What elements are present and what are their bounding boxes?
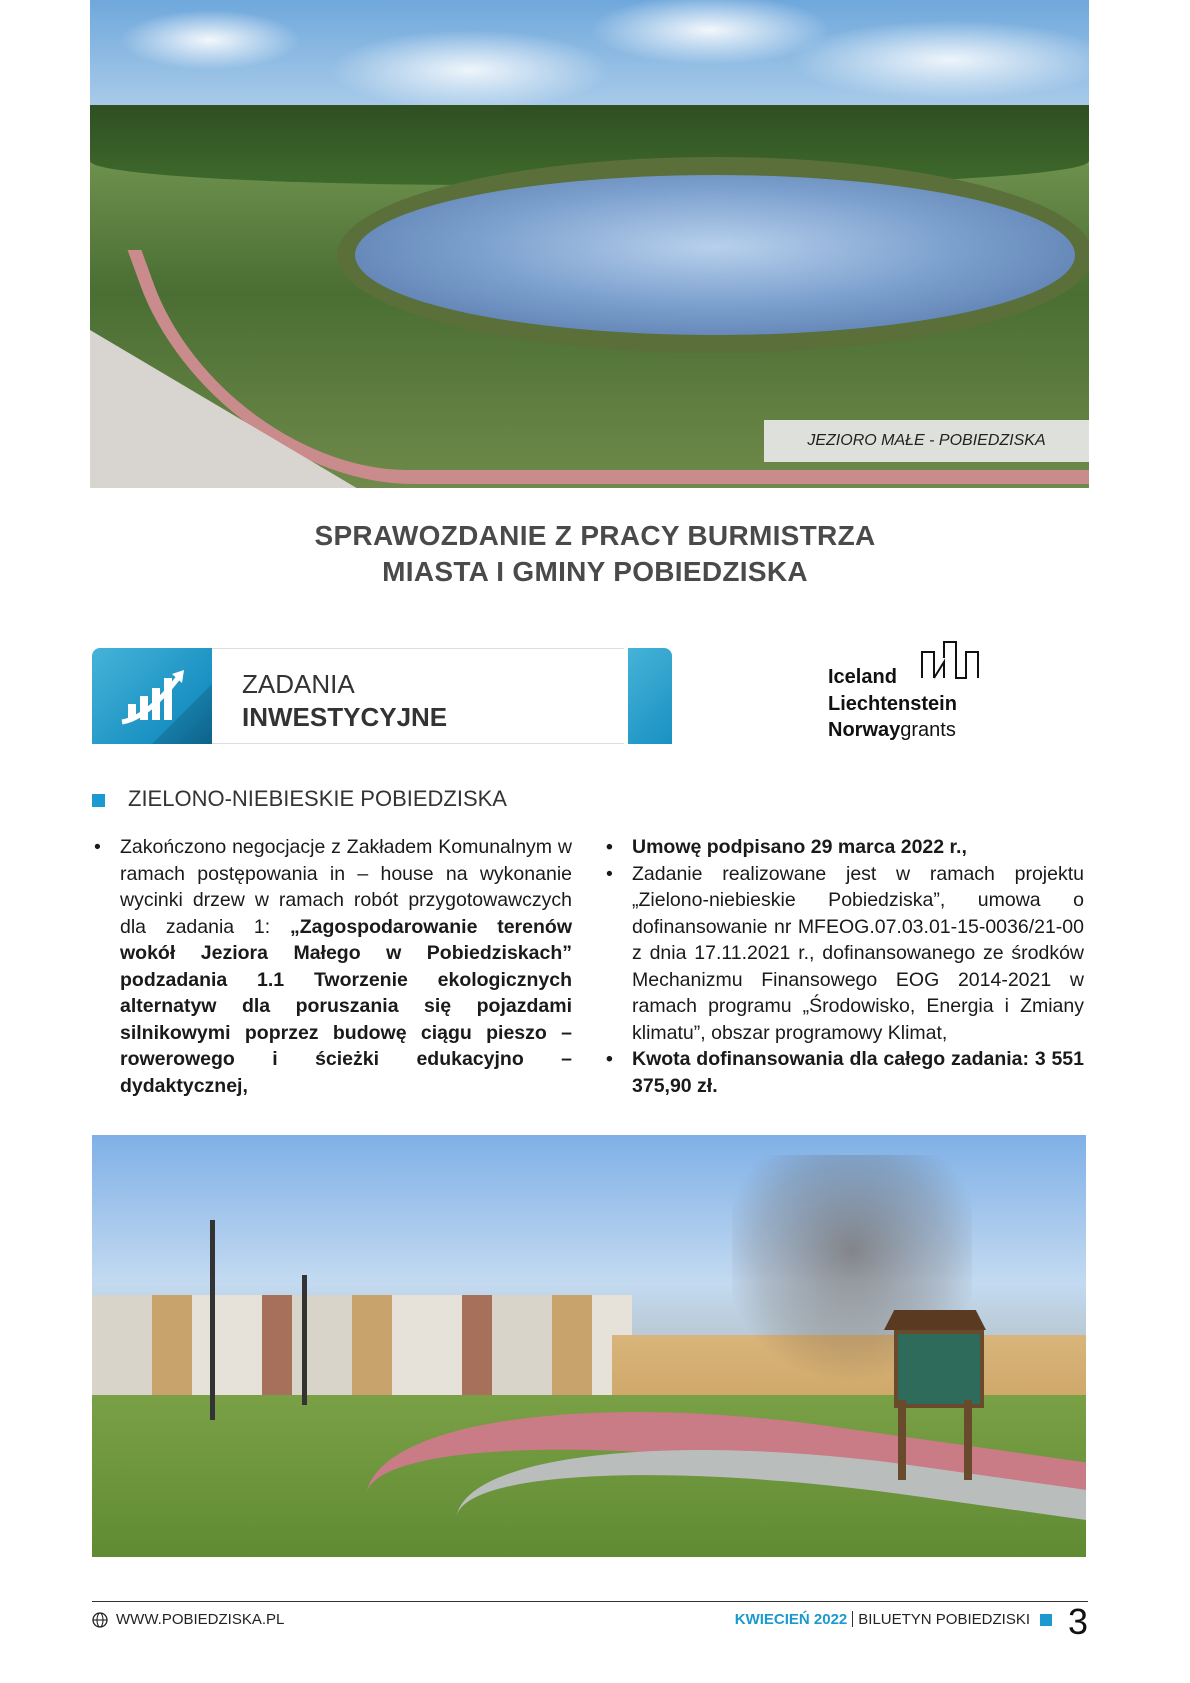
photo-lamp-post: [302, 1275, 307, 1405]
list-item: • Zadanie realizowane jest w ramach projektu „Zielono-niebieskie Pobiedziska”, umowa o dofinansowanie nr MFEOG.07.03.01-15-0036/21-00 z dnia 17.11.2021 r., dofinansowanego ze środków Mechanizmu Finansowego EOG 2014-2021 w ramach programu „Środowisko, Energia i Zmiany klimatu”, obszar programowy Klimat,: [604, 861, 1084, 1047]
page-title-line-2: MIASTA I GMINY POBIEDZISKA: [382, 556, 808, 587]
photo-info-board: [890, 1310, 980, 1480]
banner-line-2: INWESTYCYJNE: [242, 702, 448, 732]
footer-square: [1040, 1614, 1052, 1626]
info-board-post: [898, 1400, 906, 1480]
grants-logo-iceland: Iceland: [828, 666, 897, 688]
banner-text-box: [212, 648, 624, 744]
website-link[interactable]: WWW.POBIEDZISKA.PL: [116, 1611, 285, 1628]
page-footer: [92, 1601, 1088, 1642]
photo-treeline: [90, 105, 1089, 185]
page-title: [0, 518, 1190, 590]
lake-aerial-photo: [90, 0, 1089, 488]
list-item: • Umowę podpisano 29 marca 2022 r.,: [604, 834, 1084, 861]
list-item: [92, 834, 572, 1099]
right-column: [604, 834, 1084, 1099]
left-column: [92, 834, 572, 1099]
footer-month: KWIECIEŃ 2022: [734, 1611, 848, 1628]
section-heading-text: ZIELONO-NIEBIESKIE POBIEDZISKA: [128, 786, 507, 811]
info-board-panel: [894, 1330, 984, 1408]
footer-publication: BILUETYN POBIEDZISKI: [858, 1611, 1030, 1628]
grants-logo-norway: [828, 719, 956, 742]
list-item-text: Zakończono negocjacje z Zakładem Komunalnym w ramach postępowania in – house na wykonanie wycinki drzew w ramach robót przygotowawczych dla zadania 1:: [120, 836, 572, 938]
footer-issue-info: [735, 1611, 1030, 1628]
banner-line-1: ZADANIA: [242, 669, 355, 699]
list-item: • Kwota dofinansowania dla całego zadania: 3 551 375,90 zł.: [604, 1046, 1084, 1099]
globe-icon: [92, 1612, 108, 1628]
info-board-roof: [884, 1310, 986, 1330]
grants-logo-norway-word: Norway: [828, 719, 901, 741]
footer-divider: [852, 1611, 853, 1627]
list-item-bold-text: „Zagospodarowanie terenów wokół Jeziora Małego w Pobiedziskach” podzadania 1.1 Tworzenie ekologicznych alternatyw dla poruszania się pojazdami silnikowymi poprzez budowę ciągu pieszo – rowerowego i ścieżki edukacyjno – dydaktycznej,: [120, 915, 572, 1097]
growth-chart-icon: [92, 648, 212, 744]
page-number: 3: [1067, 1601, 1088, 1642]
photo-caption: JEZIORO MAŁE - POBIEDZISKA: [764, 420, 1089, 462]
info-board-post: [964, 1400, 972, 1480]
grants-logo-icon: [920, 638, 982, 680]
park-path-photo: [92, 1135, 1086, 1557]
grants-logo-grants-word: grants: [900, 719, 956, 741]
banner-icon-box: [92, 648, 212, 744]
eea-grants-logo: [828, 638, 1028, 748]
banner-right-cap: [628, 648, 672, 744]
photo-lamp-post: [210, 1220, 215, 1420]
grants-logo-liechtenstein: Liechtenstein: [828, 693, 957, 715]
page-title-line-1: SPRAWOZDANIE Z PRACY BURMISTRZA: [314, 520, 876, 551]
section-bullet-square: [92, 794, 105, 807]
section-banner: [92, 648, 672, 744]
photo-buildings: [92, 1295, 632, 1395]
